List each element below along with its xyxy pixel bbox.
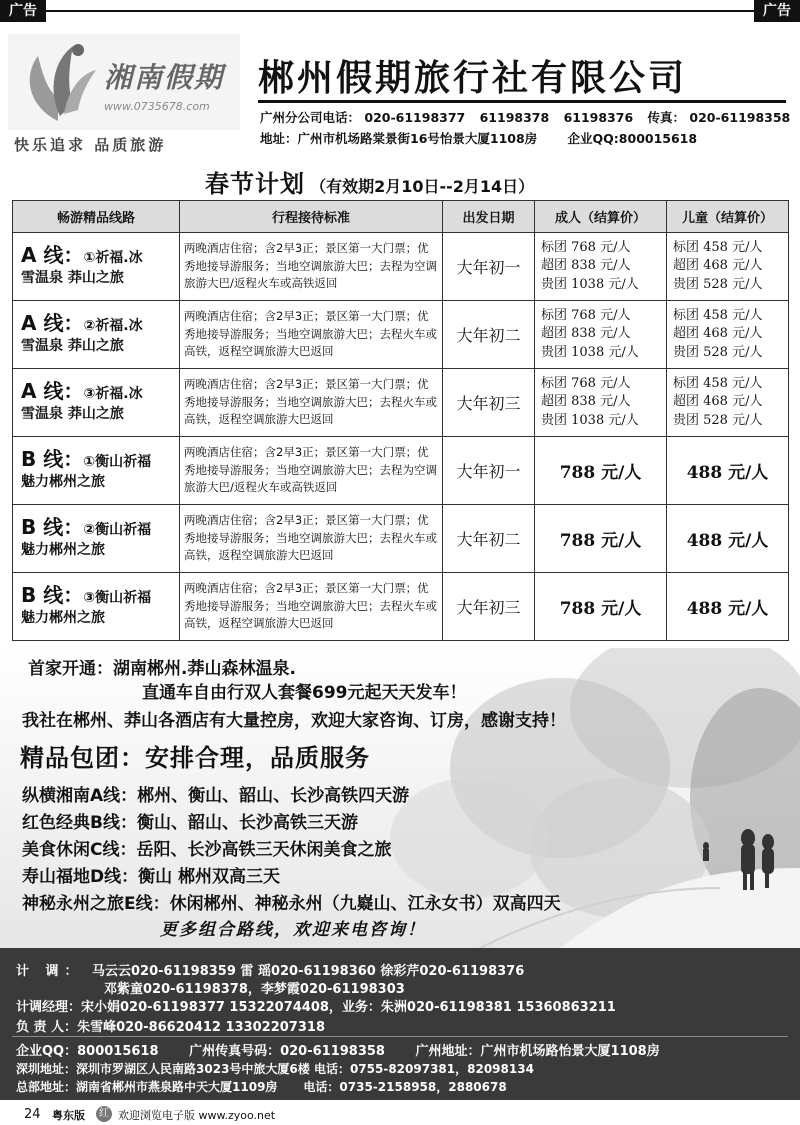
principal-line bbox=[16, 1016, 325, 1035]
route-name bbox=[13, 369, 180, 437]
phone-label: 广州分公司电话： bbox=[260, 110, 361, 125]
route-prefix: A 线： bbox=[21, 311, 84, 335]
fax-number: 020-61198358 bbox=[280, 1044, 385, 1059]
plan-title bbox=[205, 164, 534, 199]
contact-footer bbox=[0, 948, 800, 1100]
price-standard: 标团 458 元/人 bbox=[673, 375, 763, 391]
contact-phone-line bbox=[260, 108, 790, 126]
table-row bbox=[13, 369, 789, 437]
price-premium: 贵团 528 元/人 bbox=[673, 412, 763, 428]
e-edition-link[interactable]: 欢迎浏览电子版 www.zyoo.net bbox=[118, 1109, 276, 1122]
header-child: 儿童（结算价） bbox=[667, 201, 789, 233]
route-name bbox=[13, 505, 180, 573]
phone-1: 020-61198377 bbox=[364, 110, 466, 125]
price-standard: 标团 768 元/人 bbox=[541, 239, 631, 255]
route-prefix: A 线： bbox=[21, 379, 84, 403]
hq-address: 湖南省郴州市燕泉路中天大厦1109房 bbox=[76, 1080, 278, 1094]
child-price bbox=[667, 233, 789, 301]
adult-price: 788 元/人 bbox=[535, 437, 667, 505]
promo-heading: 精品包团：安排合理，品质服务 bbox=[20, 744, 370, 772]
route-variant: ①衡山祈福 bbox=[83, 454, 152, 470]
header-date: 出发日期 bbox=[443, 201, 535, 233]
more-routes-text: 更多组合路线，欢迎来电咨询！ bbox=[160, 920, 426, 940]
contact-address-line bbox=[260, 129, 697, 147]
route-date: 大年初三 bbox=[443, 369, 535, 437]
promo-line-3: 我社在郴州、莽山各酒店有大量控房，欢迎大家咨询、订房，感谢支持！ bbox=[22, 711, 566, 731]
fax-label: 传真： bbox=[647, 110, 686, 125]
qq-number: 800015618 bbox=[77, 1044, 159, 1059]
gz-address: 广州市机场路怡景大厦1108房 bbox=[480, 1044, 660, 1059]
manager-line bbox=[16, 996, 616, 1015]
table-row bbox=[13, 505, 789, 573]
adult-price bbox=[535, 301, 667, 369]
route-table bbox=[12, 200, 789, 641]
route-subtitle: 雪温泉 莽山之旅 bbox=[21, 406, 124, 422]
price-super: 超团 468 元/人 bbox=[673, 258, 763, 274]
route-date: 大年初二 bbox=[443, 301, 535, 369]
phone-3: 61198376 bbox=[563, 110, 634, 125]
promo-line-1: 首家开通：湖南郴州.莽山森林温泉. bbox=[28, 659, 296, 679]
hq-phone: 电话：0735-2158958，2880678 bbox=[303, 1080, 507, 1094]
route-name bbox=[13, 573, 180, 641]
shenzhen-line bbox=[16, 1060, 534, 1077]
route-subtitle: 魅力郴州之旅 bbox=[21, 542, 105, 558]
tour-line: 美食休闲C线：岳阳、长沙高铁三天休闲美食之旅 bbox=[22, 840, 392, 860]
ad-tag-right: 广告 bbox=[754, 0, 800, 22]
header-adult: 成人（结算价） bbox=[535, 201, 667, 233]
logo-url: www.0735678.com bbox=[104, 100, 210, 113]
table-row bbox=[13, 233, 789, 301]
dispatch-label: 计 调： bbox=[16, 964, 84, 979]
tour-line: 红色经典B线：衡山、韶山、长沙高铁三天游 bbox=[22, 813, 358, 833]
dispatch-line bbox=[16, 960, 524, 979]
manager-contacts: 宋小娟020-61198377 15322074408，业务：朱洲020-61198381 15360863211 bbox=[81, 1000, 616, 1015]
header-route: 畅游精品线路 bbox=[13, 201, 180, 233]
route-variant: ②祈福.冰 bbox=[83, 318, 143, 334]
table-header-row bbox=[13, 201, 789, 233]
page-footer bbox=[0, 1104, 800, 1125]
route-subtitle: 魅力郴州之旅 bbox=[21, 474, 105, 490]
logo-name: 湘南假期 bbox=[104, 61, 225, 94]
table-row bbox=[13, 301, 789, 369]
route-standard: 两晚酒店住宿；含2早3正；景区第一大门票；优秀地接导游服务；当地空调旅游大巴；去程为空调旅游大巴/返程火车或高铁返回 bbox=[180, 437, 443, 505]
route-name bbox=[13, 233, 180, 301]
child-price: 488 元/人 bbox=[667, 573, 789, 641]
child-price: 488 元/人 bbox=[667, 505, 789, 573]
price-standard: 标团 768 元/人 bbox=[541, 307, 631, 323]
tour-line: 寿山福地D线：衡山 郴州双高三天 bbox=[22, 867, 281, 887]
page-number: 24 bbox=[24, 1107, 41, 1122]
route-subtitle: 雪温泉 莽山之旅 bbox=[21, 270, 124, 286]
route-variant: ②衡山祈福 bbox=[83, 522, 152, 538]
table-row bbox=[13, 437, 789, 505]
edition-label: 粤东版 bbox=[52, 1109, 85, 1122]
qq-fax-line bbox=[16, 1040, 660, 1059]
child-price: 488 元/人 bbox=[667, 437, 789, 505]
route-prefix: B 线： bbox=[21, 515, 84, 539]
route-standard: 两晚酒店住宿；含2早3正；景区第一大门票；优秀地接导游服务；当地空调旅游大巴；去程火车或高铁，返程空调旅游大巴返回 bbox=[180, 573, 443, 641]
footer-divider bbox=[12, 1036, 788, 1037]
sz-address: 深圳市罗湖区人民南路3023号中旅大厦6楼 电话：0755-82097381，82098134 bbox=[76, 1062, 534, 1076]
route-date: 大年初一 bbox=[443, 233, 535, 301]
adult-price bbox=[535, 233, 667, 301]
price-super: 超团 838 元/人 bbox=[541, 394, 631, 410]
price-premium: 贵团 528 元/人 bbox=[673, 276, 763, 292]
gz-address-label: 广州地址： bbox=[415, 1044, 481, 1059]
red-badge-icon: 红 bbox=[96, 1106, 112, 1122]
logo bbox=[8, 34, 240, 130]
company-rule bbox=[258, 100, 786, 103]
price-standard: 标团 458 元/人 bbox=[673, 239, 763, 255]
price-standard: 标团 458 元/人 bbox=[673, 307, 763, 323]
swirl-logo-icon bbox=[18, 36, 98, 126]
ad-tag-left: 广告 bbox=[0, 0, 46, 22]
route-date: 大年初三 bbox=[443, 573, 535, 641]
tour-line: 神秘永州之旅E线：休闲郴州、神秘永州（九嶷山、江永女书）双高四天 bbox=[22, 894, 561, 914]
plan-validity: （有效期2月10日--2月14日） bbox=[310, 177, 535, 196]
route-variant: ③衡山祈福 bbox=[83, 590, 152, 606]
header bbox=[0, 26, 800, 156]
promo-line-2: 直通车自由行双人套餐699元起天天发车！ bbox=[142, 683, 467, 703]
price-premium: 贵团 1038 元/人 bbox=[541, 276, 639, 292]
company-qq: 企业QQ:800015618 bbox=[567, 131, 698, 146]
route-date: 大年初一 bbox=[443, 437, 535, 505]
fax-number: 020-61198358 bbox=[689, 110, 791, 125]
sz-label: 深圳地址： bbox=[16, 1062, 77, 1076]
manager-label: 计调经理： bbox=[16, 1000, 82, 1015]
adult-price: 788 元/人 bbox=[535, 505, 667, 573]
company-name: 郴州假期旅行社有限公司 bbox=[258, 58, 688, 99]
route-subtitle: 雪温泉 莽山之旅 bbox=[21, 338, 124, 354]
dispatch-line-2: 邓紫童020-61198378，李梦霞020-61198303 bbox=[104, 982, 405, 997]
route-standard: 两晚酒店住宿；含2早3正；景区第一大门票；优秀地接导游服务；当地空调旅游大巴；去程火车或高铁，返程空调旅游大巴返回 bbox=[180, 369, 443, 437]
price-standard: 标团 768 元/人 bbox=[541, 375, 631, 391]
child-price bbox=[667, 301, 789, 369]
price-premium: 贵团 528 元/人 bbox=[673, 344, 763, 360]
price-premium: 贵团 1038 元/人 bbox=[541, 344, 639, 360]
route-standard: 两晚酒店住宿；含2早3正；景区第一大门票；优秀地接导游服务；当地空调旅游大巴；去程火车或高铁，返程空调旅游大巴返回 bbox=[180, 505, 443, 573]
price-super: 超团 468 元/人 bbox=[673, 394, 763, 410]
adult-price: 788 元/人 bbox=[535, 573, 667, 641]
price-super: 超团 838 元/人 bbox=[541, 258, 631, 274]
principal-contacts: 朱雪峰020-86620412 13302207318 bbox=[77, 1020, 325, 1035]
route-name bbox=[13, 301, 180, 369]
route-date: 大年初二 bbox=[443, 505, 535, 573]
principal-label: 负 责 人： bbox=[16, 1020, 78, 1035]
price-premium: 贵团 1038 元/人 bbox=[541, 412, 639, 428]
child-price bbox=[667, 369, 789, 437]
route-name bbox=[13, 437, 180, 505]
route-variant: ①祈福.冰 bbox=[83, 250, 143, 266]
route-prefix: B 线： bbox=[21, 447, 84, 471]
hq-label: 总部地址： bbox=[16, 1080, 77, 1094]
price-super: 超团 468 元/人 bbox=[673, 326, 763, 342]
dispatch-contacts: 马云云020-61198359 雷 瑶020-61198360 徐彩芹020-61198376 bbox=[92, 964, 525, 979]
fax-label: 广州传真号码： bbox=[189, 1044, 281, 1059]
route-prefix: A 线： bbox=[21, 243, 84, 267]
top-rule bbox=[46, 10, 754, 12]
price-super: 超团 838 元/人 bbox=[541, 326, 631, 342]
plan-title-main: 春节计划 bbox=[205, 170, 305, 198]
route-prefix: B 线： bbox=[21, 583, 84, 607]
tour-line: 纵横湘南A线：郴州、衡山、韶山、长沙高铁四天游 bbox=[22, 786, 410, 806]
qq-label: 企业QQ： bbox=[16, 1044, 78, 1059]
route-variant: ③祈福.冰 bbox=[83, 386, 143, 402]
hq-line bbox=[16, 1078, 507, 1095]
table-row bbox=[13, 573, 789, 641]
route-standard: 两晚酒店住宿；含2早3正；景区第一大门票；优秀地接导游服务；当地空调旅游大巴；去程为空调旅游大巴/返程火车或高铁返回 bbox=[180, 233, 443, 301]
adult-price bbox=[535, 369, 667, 437]
route-standard: 两晚酒店住宿；含2早3正；景区第一大门票；优秀地接导游服务；当地空调旅游大巴；去程火车或高铁，返程空调旅游大巴返回 bbox=[180, 301, 443, 369]
slogan: 快乐追求 品质旅游 bbox=[14, 136, 167, 154]
phone-2: 61198378 bbox=[479, 110, 550, 125]
route-subtitle: 魅力郴州之旅 bbox=[21, 610, 105, 626]
header-standard: 行程接待标准 bbox=[180, 201, 443, 233]
company-address: 地址：广州市机场路棠景街16号怡景大厦1108房 bbox=[260, 131, 538, 146]
